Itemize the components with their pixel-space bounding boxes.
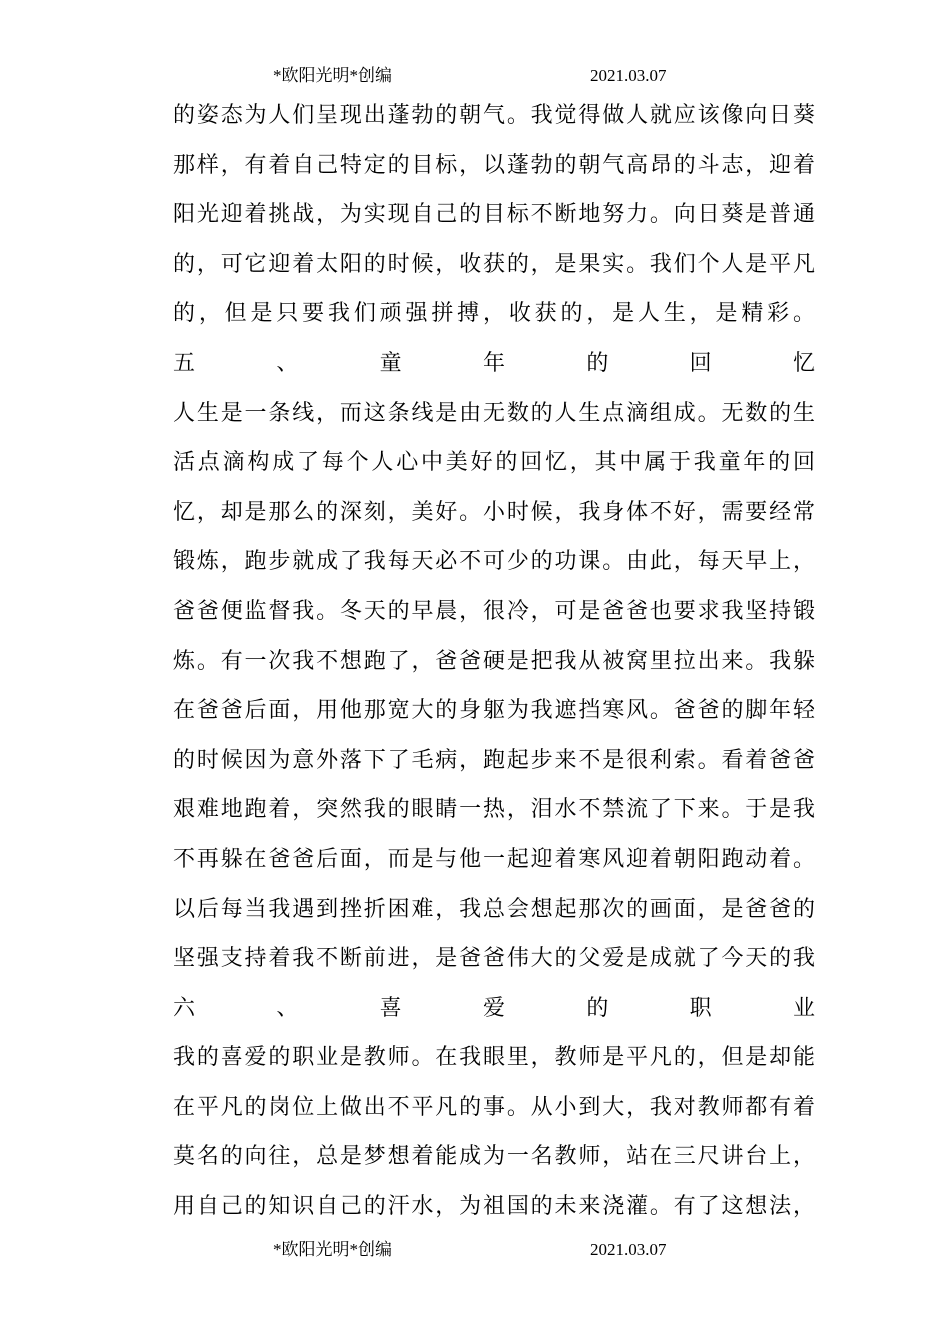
section-heading-favorite-job — [173, 984, 815, 1034]
heading-char: 业 — [792, 995, 815, 1021]
text-line: 的时候因为意外落下了毛病，跑起步来不是很利索。看着爸爸 — [173, 747, 815, 773]
text-line: 的，但是只要我们顽强拼搏，收获的，是人生，是精彩。 — [173, 301, 815, 327]
text-line: 人生是一条线，而这条线是由无数的人生点滴组成。无数的生 — [173, 400, 815, 426]
heading-char: 爱 — [482, 995, 505, 1021]
text-line: 在平凡的岗位上做出不平凡的事。从小到大，我对教师都有着 — [173, 1094, 815, 1120]
text-line: 以后每当我遇到挫折困难，我总会想起那次的画面，是爸爸的 — [173, 896, 815, 922]
text-line: 活点滴构成了每个人心中美好的回忆，其中属于我童年的回 — [173, 450, 815, 476]
heading-char: 六 — [173, 995, 196, 1021]
heading-char: 童 — [379, 350, 402, 376]
text-line: 艰难地跑着，突然我的眼睛一热，泪水不禁流了下来。于是我 — [173, 797, 815, 823]
heading-char: 、 — [276, 995, 299, 1021]
text-line: 忆，却是那么的深刻，美好。小时候，我身体不好，需要经常 — [173, 499, 815, 525]
header-date: 2021.03.07 — [590, 66, 667, 85]
text-line: 那样，有着自己特定的目标，以蓬勃的朝气高昂的斗志，迎着 — [173, 152, 815, 178]
text-line: 用自己的知识自己的汗水，为祖国的未来浇灌。有了这想法， — [173, 1194, 815, 1220]
heading-char: 的 — [586, 350, 609, 376]
text-line: 我的喜爱的职业是教师。在我眼里，教师是平凡的，但是却能 — [173, 1045, 815, 1071]
text-line: 在爸爸后面，用他那宽大的身躯为我遮挡寒风。爸爸的脚年轻 — [173, 698, 815, 724]
text-line: 阳光迎着挑战，为实现自己的目标不断地努力。向日葵是普通 — [173, 202, 815, 228]
heading-char: 喜 — [379, 995, 402, 1021]
page-footer — [0, 1238, 950, 1262]
text-line: 坚强支持着我不断前进，是爸爸伟大的父爱是成就了今天的我 — [173, 946, 815, 972]
section-heading-childhood-memory — [173, 339, 815, 389]
heading-char: 忆 — [792, 350, 815, 376]
text-line: 莫名的向往，总是梦想着能成为一名教师，站在三尺讲台上， — [173, 1144, 815, 1170]
footer-author: *欧阳光明*创编 — [273, 1240, 392, 1259]
footer-date: 2021.03.07 — [590, 1240, 667, 1259]
text-line: 的姿态为人们呈现出蓬勃的朝气。我觉得做人就应该像向日葵 — [173, 103, 815, 128]
text-line: 爸爸便监督我。冬天的早晨，很冷，可是爸爸也要求我坚持锻 — [173, 598, 815, 624]
text-line: 炼。有一次我不想跑了，爸爸硬是把我从被窝里拉出来。我躲 — [173, 648, 815, 674]
heading-char: 回 — [689, 350, 712, 376]
document-body — [173, 91, 815, 1232]
text-line: 的，可它迎着太阳的时候，收获的，是果实。我们个人是平凡 — [173, 251, 815, 277]
header-author: *欧阳光明*创编 — [273, 66, 392, 85]
heading-char: 的 — [586, 995, 609, 1021]
heading-char: 职 — [689, 995, 712, 1021]
heading-char: 、 — [276, 350, 299, 376]
page-header — [0, 64, 950, 88]
text-line: 不再躲在爸爸后面，而是与他一起迎着寒风迎着朝阳跑动着。 — [173, 846, 815, 872]
heading-char: 年 — [482, 350, 505, 376]
text-line: 锻炼，跑步就成了我每天必不可少的功课。由此，每天早上， — [173, 549, 815, 575]
heading-char: 五 — [173, 350, 196, 376]
